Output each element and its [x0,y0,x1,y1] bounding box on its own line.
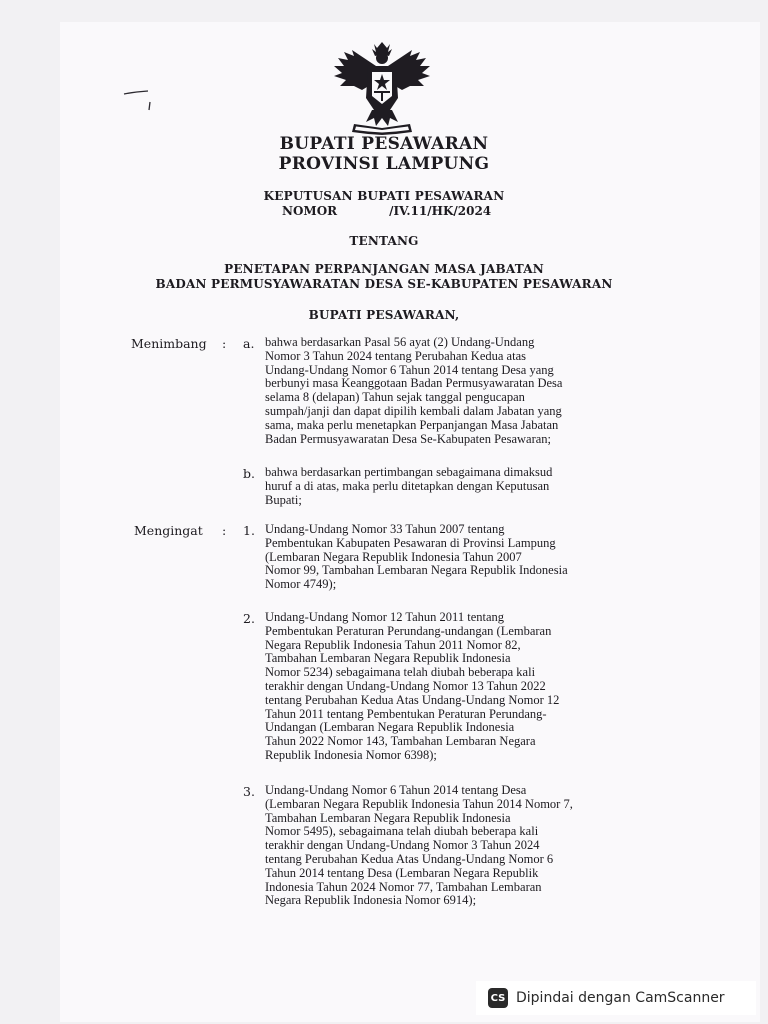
text-line: Tambahan Lembaran Negara Republik Indonesia [265,651,511,666]
text-line: Bupati; [265,492,302,507]
menimbang-item-b [265,466,651,507]
nomor-value: /IV.11/HK/2024 [389,204,492,218]
mengingat-marker-2: 2. [243,611,255,626]
text-line: Pembentukan Kabupaten Pesawaran di Provinsi Lampung [265,535,556,550]
mengingat-colon: : [222,523,227,538]
text-line: Tahun 2022 Nomor 143, Tambahan Lembaran Negara [265,734,536,749]
text-line: Nomor 5234) sebagaimana telah diubah beberapa kali [265,665,536,680]
garuda-emblem-icon [332,40,432,140]
text-line: terakhir dengan Undang-Undang Nomor 3 Tahun 2024 [265,838,540,853]
text-line: tentang Perubahan Kedua Atas Undang-Undang Nomor 6 [265,851,554,866]
camscanner-logo-icon: CS [488,988,508,1008]
text-line: bahwa berdasarkan Pasal 56 ayat (2) Undang-Undang [265,335,535,349]
subject-line-2: BADAN PERMUSYAWARATAN DESA SE-KABUPATEN PESAWARAN [155,277,613,291]
text-line: Nomor 4749); [265,577,337,592]
text-line: Indonesia Tahun 2024 Nomor 77, Tambahan Lembaran [265,879,542,894]
mengingat-item-2 [265,611,651,763]
text-line: Tambahan Lembaran Negara Republik Indonesia [265,810,511,825]
mengingat-marker-3: 3. [243,784,255,799]
menimbang-marker-a: a. [243,336,255,351]
issuer-heading: BUPATI PESAWARAN, [308,308,460,322]
decree-title: KEPUTUSAN BUPATI PESAWARAN [263,189,505,203]
menimbang-colon: : [222,336,227,351]
text-line: (Lembaran Negara Republik Indonesia Tahun 2007 [265,549,522,564]
mengingat-item-1 [265,523,651,592]
text-line: huruf a di atas, maka perlu ditetapkan dengan Keputusan [265,478,550,493]
text-line: Undang-Undang Nomor 33 Tahun 2007 tentang [265,522,505,536]
menimbang-marker-b: b. [243,466,255,481]
pen-mark-icon [120,86,160,116]
text-line: Republik Indonesia Nomor 6398); [265,747,437,762]
mengingat-label: Mengingat [134,523,203,538]
text-line: Tahun 2014 tentang Desa (Lembaran Negara Republik [265,865,539,880]
text-line: Tahun 2011 tentang Pembentukan Peraturan Perundang- [265,706,547,721]
tentang-heading: TENTANG [349,234,419,248]
text-line: tentang Perubahan Kedua Atas Undang-Undang Nomor 12 [265,692,560,707]
menimbang-item-a [265,336,651,446]
text-line: bahwa berdasarkan pertimbangan sebagaimana dimaksud [265,465,553,479]
text-line: Negara Republik Indonesia Tahun 2011 Nomor 82, [265,637,521,652]
text-line: sama, maka perlu menetapkan Perpanjangan Masa Jabatan [265,417,559,432]
text-line: terakhir dengan Undang-Undang Nomor 13 Tahun 2022 [265,678,546,693]
text-line: sumpah/janji dan dapat dipilih kembali dalam Jabatan yang [265,403,562,418]
mengingat-item-3 [265,784,651,908]
menimbang-label: Menimbang [131,336,207,351]
province-title: PROVINSI LAMPUNG [278,154,490,174]
text-line: Nomor 5495), sebagaimana telah diubah beberapa kali [265,824,539,839]
nomor-label: NOMOR [282,204,338,218]
text-line: Undang-Undang Nomor 6 Tahun 2014 tentang Desa [265,783,527,797]
text-line: Nomor 3 Tahun 2024 tentang Perubahan Kedua atas [265,348,526,363]
text-line: Undangan (Lembaran Negara Republik Indonesia [265,720,515,735]
text-line: Badan Permusyawaratan Desa Se-Kabupaten Pesawaran; [265,431,552,446]
regent-title: BUPATI PESAWARAN [279,134,489,154]
text-line: Undang-Undang Nomor 6 Tahun 2014 tentang Desa yang [265,362,554,377]
text-line: Negara Republik Indonesia Nomor 6914); [265,893,477,908]
decree-number [282,204,491,218]
text-line: Nomor 99, Tambahan Lembaran Negara Republik Indonesia [265,563,568,578]
text-line: Undang-Undang Nomor 12 Tahun 2011 tentang [265,610,505,624]
subject-line-1: PENETAPAN PERPANJANGAN MASA JABATAN [224,262,544,276]
text-line: selama 8 (delapan) Tahun sejak tanggal pengucapan [265,390,525,405]
mengingat-marker-1: 1. [243,523,255,538]
text-line: Pembentukan Peraturan Perundang-undangan (Lembaran [265,623,552,638]
text-line: berbunyi masa Keanggotaan Badan Permusyawaratan Desa [265,376,563,391]
text-line: (Lembaran Negara Republik Indonesia Tahun 2014 Nomor 7, [265,796,573,811]
camscanner-watermark [476,981,756,1015]
camscanner-text: Dipindai dengan CamScanner [516,990,725,1006]
